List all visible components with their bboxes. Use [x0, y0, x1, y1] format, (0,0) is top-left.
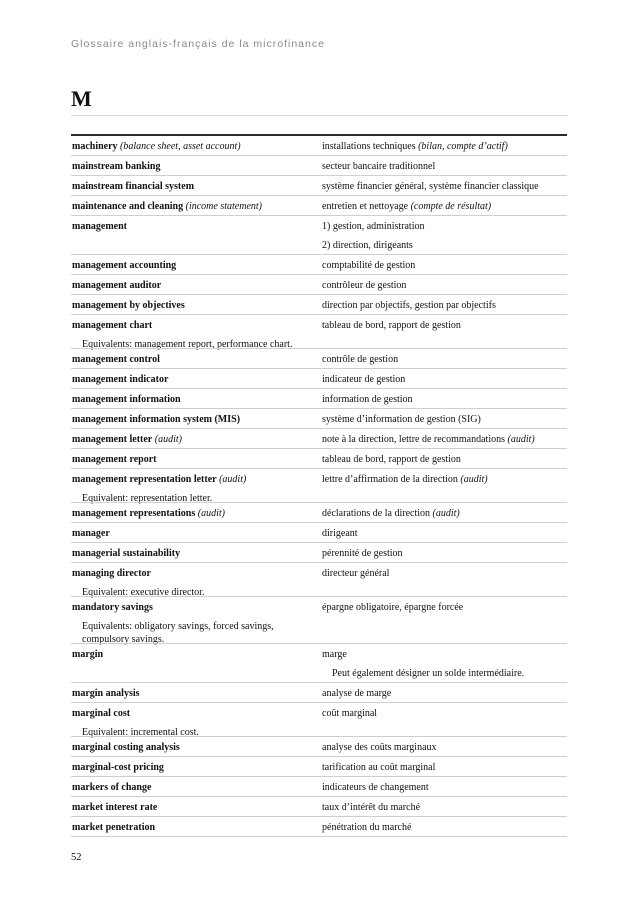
french-cell: [322, 761, 567, 774]
french-translation: [322, 433, 567, 446]
glossary-row: [71, 314, 567, 348]
english-cell: [72, 393, 317, 406]
english-cell: [72, 761, 317, 774]
french-text: comptabilité de gestion: [322, 260, 416, 271]
french-text: système financier général, système financier classique: [322, 181, 539, 192]
french-cell: [322, 160, 567, 173]
glossary-row: [71, 682, 567, 702]
english-cell: [72, 687, 317, 700]
french-translation: [322, 259, 567, 272]
glossary-row: [71, 502, 567, 522]
glossary-row: [71, 643, 567, 682]
french-translation: [322, 547, 567, 560]
french-cell: [322, 319, 567, 332]
glossary-row: [71, 816, 567, 837]
english-cell: [72, 220, 317, 233]
french-translation: [322, 601, 567, 614]
french-translation: [322, 687, 567, 700]
english-cell: [72, 279, 317, 292]
glossary-row: [71, 468, 567, 502]
english-term: management indicator: [72, 374, 169, 385]
english-cell: [72, 373, 317, 386]
french-text: tarification au coût marginal: [322, 762, 436, 773]
french-text: contrôle de gestion: [322, 354, 399, 365]
equivalents-note: Equivalents: management report, performance chart.: [82, 339, 293, 350]
glossary-row: [71, 408, 567, 428]
french-text: lettre d’affirmation de la direction: [322, 474, 458, 485]
english-term: management auditor: [72, 280, 162, 291]
french-cell: [322, 353, 567, 366]
english-cell: [72, 781, 317, 794]
french-text: système d’information de gestion (SIG): [322, 414, 481, 425]
english-context-note: (audit): [197, 508, 225, 519]
english-cell: [72, 453, 317, 466]
french-text: déclarations de la direction: [322, 508, 431, 519]
english-cell: [72, 259, 317, 272]
english-cell: [72, 319, 317, 351]
french-translation: [322, 160, 567, 173]
glossary-row: [71, 348, 567, 368]
english-cell: [72, 741, 317, 754]
french-text: épargne obligatoire, épargne forcée: [322, 602, 464, 613]
french-cell: [322, 180, 567, 193]
english-cell: [72, 473, 317, 505]
english-cell: [72, 821, 317, 834]
french-translation: [322, 707, 567, 720]
glossary-row: [71, 294, 567, 314]
french-cell: [322, 299, 567, 312]
french-text: indicateurs de changement: [322, 782, 429, 793]
french-context-note: (audit): [432, 508, 460, 519]
glossary-row: [71, 542, 567, 562]
glossary-row: [71, 254, 567, 274]
glossary-row: [71, 702, 567, 736]
french-cell: [322, 507, 567, 520]
french-cell: [322, 279, 567, 292]
french-context-note: (compte de résultat): [410, 201, 492, 212]
french-text: tableau de bord, rapport de gestion: [322, 454, 461, 465]
french-text: tableau de bord, rapport de gestion: [322, 320, 461, 331]
english-term: managing director: [72, 568, 151, 579]
english-term: management information system (MIS): [72, 414, 241, 425]
english-term: machinery: [72, 141, 118, 152]
english-term: market penetration: [72, 822, 156, 833]
french-translation: [322, 453, 567, 466]
english-cell: [72, 140, 317, 153]
french-text: analyse des coûts marginaux: [322, 742, 437, 753]
french-usage-note: Peut également désigner un solde intermédiaire.: [332, 668, 525, 679]
english-cell: [72, 353, 317, 366]
english-term: marginal costing analysis: [72, 742, 180, 753]
french-text: indicateur de gestion: [322, 374, 406, 385]
running-header: Glossaire anglais-français de la microfinance: [71, 38, 325, 50]
english-cell: [72, 507, 317, 520]
page-number: 52: [71, 852, 82, 863]
glossary-row: [71, 448, 567, 468]
french-text: information de gestion: [322, 394, 413, 405]
french-translation: [322, 180, 567, 193]
english-term: manager: [72, 528, 110, 539]
french-cell: [322, 648, 567, 680]
glossary-row: [71, 776, 567, 796]
english-cell: [72, 413, 317, 426]
french-translation: [322, 140, 567, 153]
english-cell: [72, 200, 317, 213]
glossary-row: [71, 796, 567, 816]
english-context-note: (audit): [154, 434, 182, 445]
french-text: contrôleur de gestion: [322, 280, 407, 291]
glossary-row: [71, 736, 567, 756]
english-cell: [72, 180, 317, 193]
french-cell: [322, 547, 567, 560]
english-term: markers of change: [72, 782, 152, 793]
section-letter: M: [71, 86, 92, 111]
english-term: management control: [72, 354, 160, 365]
glossary-row: [71, 175, 567, 195]
english-cell: [72, 707, 317, 739]
english-term: management representation letter: [72, 474, 217, 485]
french-text: 2) direction, dirigeants: [322, 240, 413, 251]
english-term: management representations: [72, 508, 196, 519]
english-term: management information: [72, 394, 181, 405]
french-text: note à la direction, lettre de recommandations: [322, 434, 505, 445]
french-text: taux d’intérêt du marché: [322, 802, 421, 813]
equivalents-note: Equivalents: obligatory savings, forced savings, compulsory savings.: [82, 621, 274, 645]
french-cell: [322, 741, 567, 754]
french-translation: [322, 239, 567, 252]
glossary-row: [71, 522, 567, 542]
english-term: management report: [72, 454, 157, 465]
glossary-row: [71, 428, 567, 448]
glossary-table: [71, 134, 567, 837]
french-translation: [322, 801, 567, 814]
equivalents-note: Equivalent: incremental cost.: [82, 727, 199, 738]
french-translation: [322, 299, 567, 312]
french-cell: [322, 453, 567, 466]
french-cell: [322, 821, 567, 834]
english-term: mainstream banking: [72, 161, 161, 172]
french-translation: [322, 279, 567, 292]
french-cell: [322, 601, 567, 614]
french-translation: [322, 353, 567, 366]
french-cell: [322, 259, 567, 272]
english-term: management accounting: [72, 260, 177, 271]
glossary-row: [71, 274, 567, 294]
english-term: management: [72, 221, 127, 232]
french-context-note: (audit): [460, 474, 488, 485]
english-cell: [72, 160, 317, 173]
section-divider: [71, 115, 567, 116]
french-translation: [322, 781, 567, 794]
french-cell: [322, 473, 567, 486]
french-text: pénétration du marché: [322, 822, 412, 833]
english-cell: [72, 567, 317, 599]
french-cell: [322, 220, 567, 252]
french-cell: [322, 140, 567, 153]
english-term: marginal-cost pricing: [72, 762, 164, 773]
english-term: management chart: [72, 320, 153, 331]
english-cell: [72, 648, 317, 661]
french-text: secteur bancaire traditionnel: [322, 161, 436, 172]
french-translation: [322, 741, 567, 754]
french-text: pérennité de gestion: [322, 548, 403, 559]
french-text: marge: [322, 649, 347, 660]
glossary-row: [71, 562, 567, 596]
english-term: market interest rate: [72, 802, 158, 813]
english-context-note: (balance sheet, asset account): [120, 141, 241, 152]
french-cell: [322, 707, 567, 720]
english-term: mandatory savings: [72, 602, 153, 613]
french-translation: [322, 393, 567, 406]
english-term: management letter: [72, 434, 153, 445]
english-context-note: (income statement): [185, 201, 262, 212]
french-translation: [322, 200, 567, 213]
french-translation: [322, 373, 567, 386]
english-cell: [72, 601, 317, 646]
glossary-row: [71, 155, 567, 175]
equivalents-note: Equivalent: executive director.: [82, 587, 205, 598]
french-translation: [322, 413, 567, 426]
french-translation: [322, 567, 567, 580]
french-cell: [322, 200, 567, 213]
french-translation: [322, 507, 567, 520]
glossary-row: [71, 215, 567, 254]
french-cell: [322, 373, 567, 386]
french-text: dirigeant: [322, 528, 358, 539]
french-text: analyse de marge: [322, 688, 392, 699]
english-context-note: (audit): [219, 474, 247, 485]
glossary-row: [71, 756, 567, 776]
french-translation: [322, 821, 567, 834]
english-term: management by objectives: [72, 300, 185, 311]
english-term: margin: [72, 649, 104, 660]
french-text: directeur général: [322, 568, 390, 579]
french-cell: [322, 527, 567, 540]
glossary-row: [71, 195, 567, 215]
english-cell: [72, 547, 317, 560]
french-context-note: (audit): [507, 434, 535, 445]
english-term: mainstream financial system: [72, 181, 195, 192]
glossary-row: [71, 368, 567, 388]
french-cell: [322, 413, 567, 426]
english-term: maintenance and cleaning: [72, 201, 184, 212]
french-text: installations techniques: [322, 141, 416, 152]
english-term: managerial sustainability: [72, 548, 181, 559]
french-cell: [322, 687, 567, 700]
english-cell: [72, 433, 317, 446]
french-cell: [322, 801, 567, 814]
equivalents-note: Equivalent: representation letter.: [82, 493, 213, 504]
french-translation: [322, 220, 567, 233]
glossary-row: [71, 388, 567, 408]
french-context-note: (bilan, compte d’actif): [418, 141, 508, 152]
french-translation: [322, 473, 567, 486]
french-text: direction par objectifs, gestion par objectifs: [322, 300, 496, 311]
glossary-row: [71, 134, 567, 155]
french-cell: [322, 567, 567, 580]
french-cell: [322, 433, 567, 446]
french-translation: [322, 527, 567, 540]
english-cell: [72, 299, 317, 312]
english-term: marginal cost: [72, 708, 131, 719]
french-translation: [322, 761, 567, 774]
english-term: margin analysis: [72, 688, 140, 699]
french-text: entretien et nettoyage: [322, 201, 409, 212]
french-text: coût marginal: [322, 708, 378, 719]
french-text: 1) gestion, administration: [322, 221, 425, 232]
english-cell: [72, 801, 317, 814]
french-translation: [322, 648, 567, 661]
english-cell: [72, 527, 317, 540]
french-translation: [322, 319, 567, 332]
glossary-row: [71, 596, 567, 643]
french-cell: [322, 781, 567, 794]
french-cell: [322, 393, 567, 406]
